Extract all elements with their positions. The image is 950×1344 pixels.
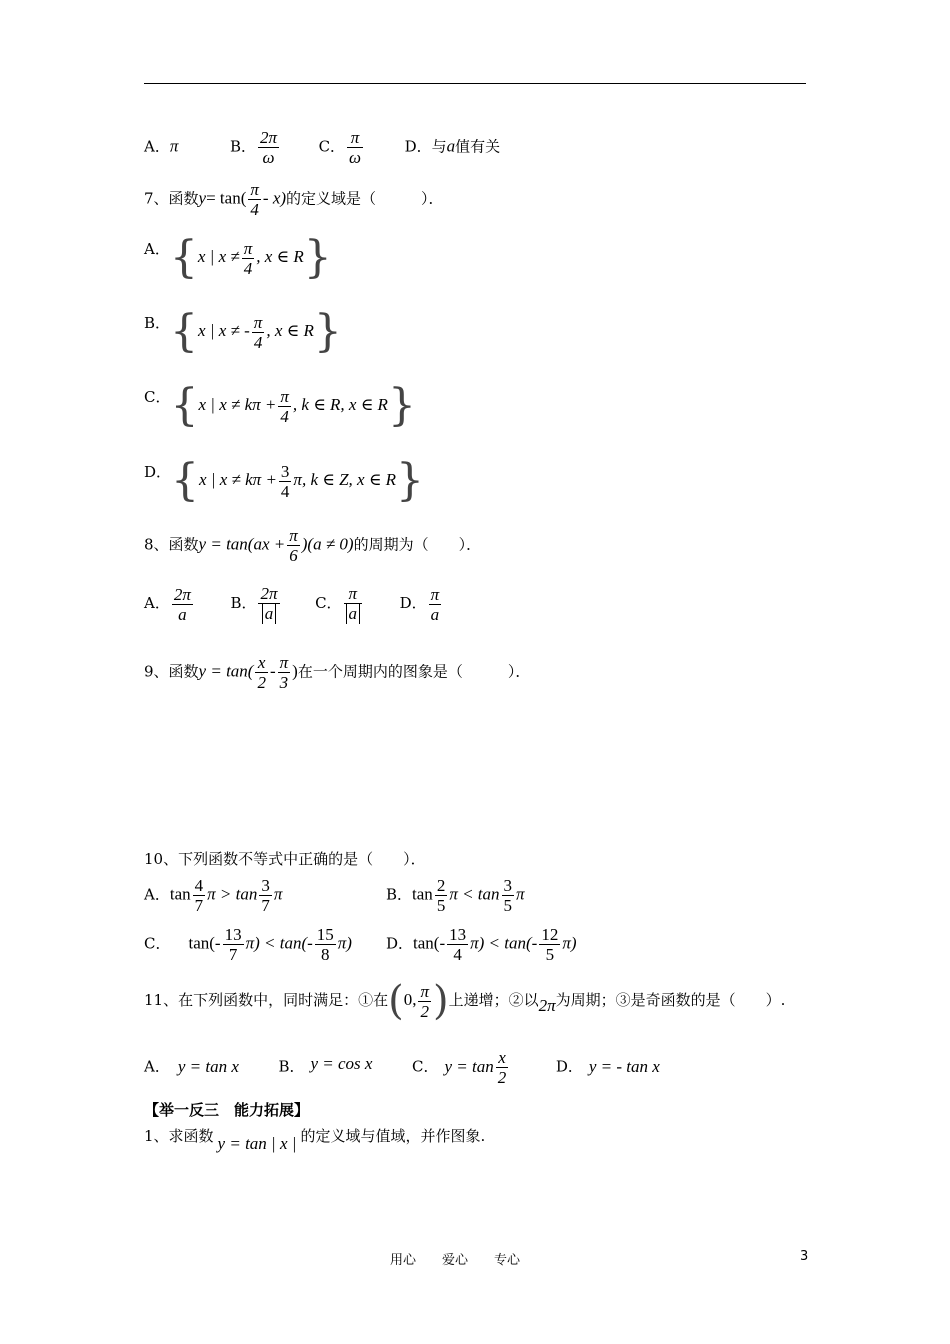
q8-options <box>144 584 443 624</box>
option-label: D． <box>386 934 414 953</box>
option-label: B． <box>386 885 413 904</box>
problem-1: 1、求函数 y = tan | x | 的定义域与值域，并作图象. <box>144 1127 486 1153</box>
option-label: A． <box>144 594 170 612</box>
q7-option-a: A．{x | x ≠ $\frac{\pi}{4}$ , x ∈ R} <box>144 232 332 283</box>
option-label: C． <box>144 388 171 406</box>
footer-text: 用心 爱心 专心 <box>390 1253 521 1268</box>
option-label: A． <box>144 240 170 258</box>
fraction: $\frac{2}{5}$ <box>436 876 446 915</box>
fraction: $\frac{3}{7}$ <box>261 876 270 915</box>
option-label: C． <box>315 594 342 612</box>
q7-stem: 7、函数y= tan( $\frac{\pi}{4}$ - x)的定义域是（ ）． <box>144 180 444 219</box>
option-label: C． <box>318 137 346 156</box>
option-label: D． <box>404 137 432 156</box>
option-label: A． <box>144 1057 170 1076</box>
q11-options: A． y = tan x B． y = cos x C． y = tan $\frac{x}{2}$ D． y = - tan x <box>144 1048 660 1087</box>
q10-option-b: B．tan $\frac{2}{5}$ π < tan $\frac{3}{5}$ π <box>386 876 525 915</box>
fraction: $\frac{\pi}{4}$ <box>280 386 289 426</box>
q7-option-d: D．{x | x ≠ kπ + $\frac{3}{4}$ π, k ∈ Z, x ∈ R} <box>144 455 425 506</box>
option-label: B． <box>278 1057 305 1076</box>
option-label: C． <box>412 1057 439 1076</box>
fraction: $\frac{13}{4}$ <box>449 925 467 964</box>
fraction: $\frac{12}{5}$ <box>541 925 559 964</box>
option-label: A． <box>144 885 170 904</box>
fraction: $\frac{15}{8}$ <box>316 925 334 964</box>
option-label: A． <box>144 137 170 156</box>
page-number: 3 <box>800 1249 809 1264</box>
q11-stem: 11、在下列函数中，同时满足：①在(0, $\frac{\pi}{2}$ )上递增；②以2π为周期；③是奇函数的是（ ）. <box>144 978 786 1024</box>
q8-stem: 8、函数y = tan(ax + $\frac{\pi}{6}$ )(a ≠ 0)的周期为（ ）． <box>144 526 482 565</box>
fraction: $\frac{\pi}{a}$ <box>344 584 363 624</box>
fraction: $\frac{2\pi}{a}$ <box>173 584 191 624</box>
section-title: 【举一反三 能力拓展】 <box>144 1101 310 1119</box>
fraction: $\frac{\pi}{2}$ <box>420 981 429 1021</box>
fraction: $\frac{\pi}{3}$ <box>279 653 289 692</box>
header-rule <box>144 83 806 84</box>
fraction: $\frac{x}{2}$ <box>257 653 266 692</box>
option-label: C． <box>144 934 171 953</box>
fraction: $\frac{\pi}{\omega}$ <box>349 128 362 167</box>
fraction: $\frac{x}{2}$ <box>497 1048 507 1087</box>
q10-option-a: A．tan $\frac{4}{7}$ π > tan $\frac{3}{7}$ π <box>144 876 283 915</box>
q9-stem: 9、函数y = tan( $\frac{x}{2}$ - $\frac{\pi}{3}$ )在一个周期内的图象是（ ）． <box>144 653 531 692</box>
fraction: $\frac{\pi}{4}$ <box>253 312 263 352</box>
fraction: $\frac{\pi}{4}$ <box>243 238 253 278</box>
q6-options: A．π B． $\frac{2\pi}{\omega}$ C． $\frac{\pi}{\omega}$ D．与a值有关 <box>144 128 501 167</box>
fraction: $\frac{\pi}{a}$ <box>430 584 440 624</box>
option-label: B． <box>229 137 256 156</box>
option-label: B． <box>230 594 257 612</box>
option-label: D． <box>144 463 172 481</box>
fraction: $\frac{3}{4}$ <box>280 461 290 501</box>
fraction: $\frac{\pi}{6}$ <box>289 526 298 565</box>
q10-option-c: C． tan(- $\frac{13}{7}$ π) < tan(- $\frac{15}{8}$ π) <box>144 925 352 964</box>
fraction: $\frac{2\pi}{a}$ <box>260 584 278 623</box>
q7-option-c: C．{x | x ≠ kπ + $\frac{\pi}{4}$ , k ∈ R, x ∈ R} <box>144 380 416 431</box>
q10-option-d: D．tan(- $\frac{13}{4}$ π) < tan(- $\frac{12}{5}$ π) <box>386 925 577 964</box>
option-label: D． <box>555 1057 583 1076</box>
fraction: $\frac{13}{7}$ <box>224 925 242 964</box>
fraction: $\frac{4}{7}$ <box>194 876 204 915</box>
q7-option-b: B．{x | x ≠ - $\frac{\pi}{4}$ , x ∈ R} <box>144 306 342 357</box>
option-value: π <box>169 136 179 156</box>
fraction: $\frac{2\pi}{\omega}$ <box>259 128 277 167</box>
option-label: D． <box>399 594 427 612</box>
fraction: $\frac{3}{5}$ <box>503 876 513 915</box>
option-label: B． <box>144 314 171 332</box>
fraction: $\frac{\pi}{4}$ <box>250 180 259 219</box>
q10-stem: 10、下列函数不等式中正确的是（ ）． <box>144 850 426 868</box>
